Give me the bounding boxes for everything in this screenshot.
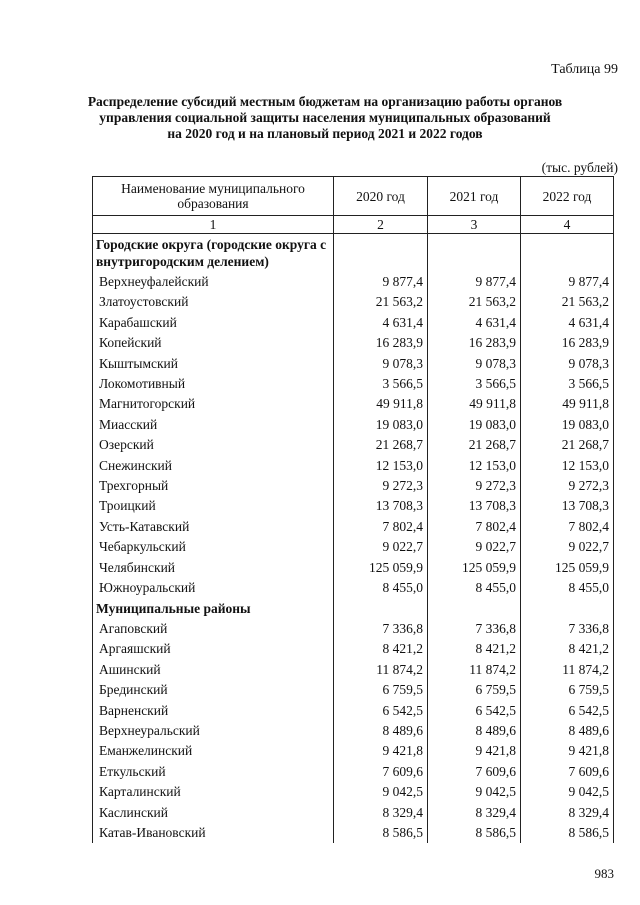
table-row [93,496,614,516]
column-header-name: Наименование муниципального образования [93,177,334,216]
document-title [60,94,590,142]
table-row [93,660,614,680]
value-2021: 9 877,4 [428,272,521,292]
value-2021: 8 489,6 [428,721,521,741]
table-row [93,435,614,455]
table-row [93,762,614,782]
value-2020: 21 268,7 [334,435,428,455]
value-2020: 8 489,6 [334,721,428,741]
value-2022: 11 874,2 [521,660,614,680]
value-2020: 3 566,5 [334,374,428,394]
value-2021: 3 566,5 [428,374,521,394]
column-header-2020: 2020 год [334,177,428,216]
value-2021: 7 609,6 [428,762,521,782]
table-row [93,741,614,761]
municipality-name: Верхнеуральский [93,721,334,741]
value-2020: 16 283,9 [334,333,428,353]
table-row [93,537,614,557]
section-row [93,234,614,273]
table-row [93,415,614,435]
table-row [93,558,614,578]
value-2020: 7 802,4 [334,517,428,537]
column-header-2021: 2021 год [428,177,521,216]
value-2020: 9 042,5 [334,782,428,802]
table-row [93,578,614,598]
value-2022: 7 336,8 [521,619,614,639]
table-row [93,803,614,823]
value-2021: 6 759,5 [428,680,521,700]
municipality-name: Брединский [93,680,334,700]
municipality-name: Катав-Ивановский [93,823,334,843]
value-2021: 12 153,0 [428,456,521,476]
value-2021: 9 022,7 [428,537,521,557]
value-2022: 9 078,3 [521,354,614,374]
municipality-name: Усть-Катавский [93,517,334,537]
value-2022: 21 268,7 [521,435,614,455]
value-2020: 12 153,0 [334,456,428,476]
value-2021: 4 631,4 [428,313,521,333]
value-2021: 7 336,8 [428,619,521,639]
value-2020: 11 874,2 [334,660,428,680]
municipality-name: Миасский [93,415,334,435]
column-header-2022: 2022 год [521,177,614,216]
municipality-name: Чебаркульский [93,537,334,557]
value-2022: 9 421,8 [521,741,614,761]
table-body [93,234,614,844]
value-2020: 9 022,7 [334,537,428,557]
municipality-name: Варненский [93,701,334,721]
municipality-name: Карабашский [93,313,334,333]
table-row [93,272,614,292]
value-2020: 9 078,3 [334,354,428,374]
municipality-name: Южноуральский [93,578,334,598]
value-2020: 8 421,2 [334,639,428,659]
table-row [93,394,614,414]
municipality-name: Троицкий [93,496,334,516]
value-2021: 9 421,8 [428,741,521,761]
title-line: Распределение субсидий местным бюджетам на организацию работы органов [87,94,563,109]
table-row [93,680,614,700]
value-2021: 13 708,3 [428,496,521,516]
title-line: на 2020 год и на плановый период 2021 и 2022 годов [167,126,483,141]
municipality-name: Ашинский [93,660,334,680]
value-2020: 7 336,8 [334,619,428,639]
value-2022: 6 759,5 [521,680,614,700]
value-2020: 6 542,5 [334,701,428,721]
municipality-name: Аргаяшский [93,639,334,659]
value-2021: 9 078,3 [428,354,521,374]
value-2021: 16 283,9 [428,333,521,353]
value-2022: 9 877,4 [521,272,614,292]
value-2020: 8 455,0 [334,578,428,598]
value-2021: 8 329,4 [428,803,521,823]
value-2021: 8 455,0 [428,578,521,598]
table-row [93,619,614,639]
value-2022: 8 421,2 [521,639,614,659]
value-2021: 8 586,5 [428,823,521,843]
value-2022: 16 283,9 [521,333,614,353]
value-2021: 6 542,5 [428,701,521,721]
value-2022: 8 586,5 [521,823,614,843]
units-note: (тыс. рублей) [541,160,618,175]
value-2020: 21 563,2 [334,292,428,312]
municipality-name: Челябинский [93,558,334,578]
value-2022: 7 609,6 [521,762,614,782]
value-2020: 125 059,9 [334,558,428,578]
column-number: 3 [428,216,521,234]
municipality-name: Снежинский [93,456,334,476]
value-2020: 49 911,8 [334,394,428,414]
value-2022: 8 489,6 [521,721,614,741]
municipality-name: Златоустовский [93,292,334,312]
value-2022: 9 272,3 [521,476,614,496]
table-row [93,354,614,374]
value-2022: 21 563,2 [521,292,614,312]
municipality-name: Карталинский [93,782,334,802]
column-number: 2 [334,216,428,234]
value-2022: 125 059,9 [521,558,614,578]
empty-cell [521,234,614,273]
municipality-name: Трехгорный [93,476,334,496]
value-2022: 8 455,0 [521,578,614,598]
table-row [93,333,614,353]
table-row [93,823,614,843]
value-2021: 21 268,7 [428,435,521,455]
municipality-name: Магнитогорский [93,394,334,414]
value-2021: 21 563,2 [428,292,521,312]
section-row [93,599,614,619]
value-2020: 9 877,4 [334,272,428,292]
value-2021: 8 421,2 [428,639,521,659]
table-row [93,374,614,394]
value-2022: 8 329,4 [521,803,614,823]
empty-cell [428,234,521,273]
value-2022: 7 802,4 [521,517,614,537]
empty-cell [521,599,614,619]
municipality-name: Локомотивный [93,374,334,394]
table-row [93,782,614,802]
municipality-name: Еманжелинский [93,741,334,761]
value-2020: 9 272,3 [334,476,428,496]
municipality-name: Кыштымский [93,354,334,374]
table-row [93,456,614,476]
value-2022: 12 153,0 [521,456,614,476]
value-2022: 9 042,5 [521,782,614,802]
value-2021: 125 059,9 [428,558,521,578]
table-row [93,639,614,659]
value-2021: 9 042,5 [428,782,521,802]
value-2020: 19 083,0 [334,415,428,435]
value-2022: 4 631,4 [521,313,614,333]
table-number: Таблица 99 [551,62,618,77]
title-line: управления социальной защиты населения муниципальных образований [99,110,551,125]
municipality-name: Каслинский [93,803,334,823]
empty-cell [428,599,521,619]
column-number: 1 [93,216,334,234]
value-2020: 4 631,4 [334,313,428,333]
value-2022: 13 708,3 [521,496,614,516]
table-row [93,517,614,537]
value-2020: 8 586,5 [334,823,428,843]
value-2022: 3 566,5 [521,374,614,394]
table-row [93,476,614,496]
value-2021: 9 272,3 [428,476,521,496]
municipality-name: Верхнеуфалейский [93,272,334,292]
value-2020: 8 329,4 [334,803,428,823]
value-2020: 9 421,8 [334,741,428,761]
value-2022: 6 542,5 [521,701,614,721]
municipality-name: Копейский [93,333,334,353]
empty-cell [334,599,428,619]
table-row [93,313,614,333]
value-2020: 6 759,5 [334,680,428,700]
value-2020: 7 609,6 [334,762,428,782]
value-2022: 19 083,0 [521,415,614,435]
value-2022: 9 022,7 [521,537,614,557]
page-number: 983 [594,866,614,881]
subsidy-table [92,176,614,843]
municipality-name: Агаповский [93,619,334,639]
value-2021: 19 083,0 [428,415,521,435]
section-heading: Муниципальные районы [93,599,334,619]
municipality-name: Еткульский [93,762,334,782]
table-row [93,701,614,721]
table-row [93,292,614,312]
value-2021: 11 874,2 [428,660,521,680]
table-row [93,721,614,741]
empty-cell [334,234,428,273]
value-2020: 13 708,3 [334,496,428,516]
column-number: 4 [521,216,614,234]
value-2021: 49 911,8 [428,394,521,414]
value-2021: 7 802,4 [428,517,521,537]
municipality-name: Озерский [93,435,334,455]
value-2022: 49 911,8 [521,394,614,414]
section-heading: Городские округа (городские округа с внутригородским делением) [93,234,334,273]
